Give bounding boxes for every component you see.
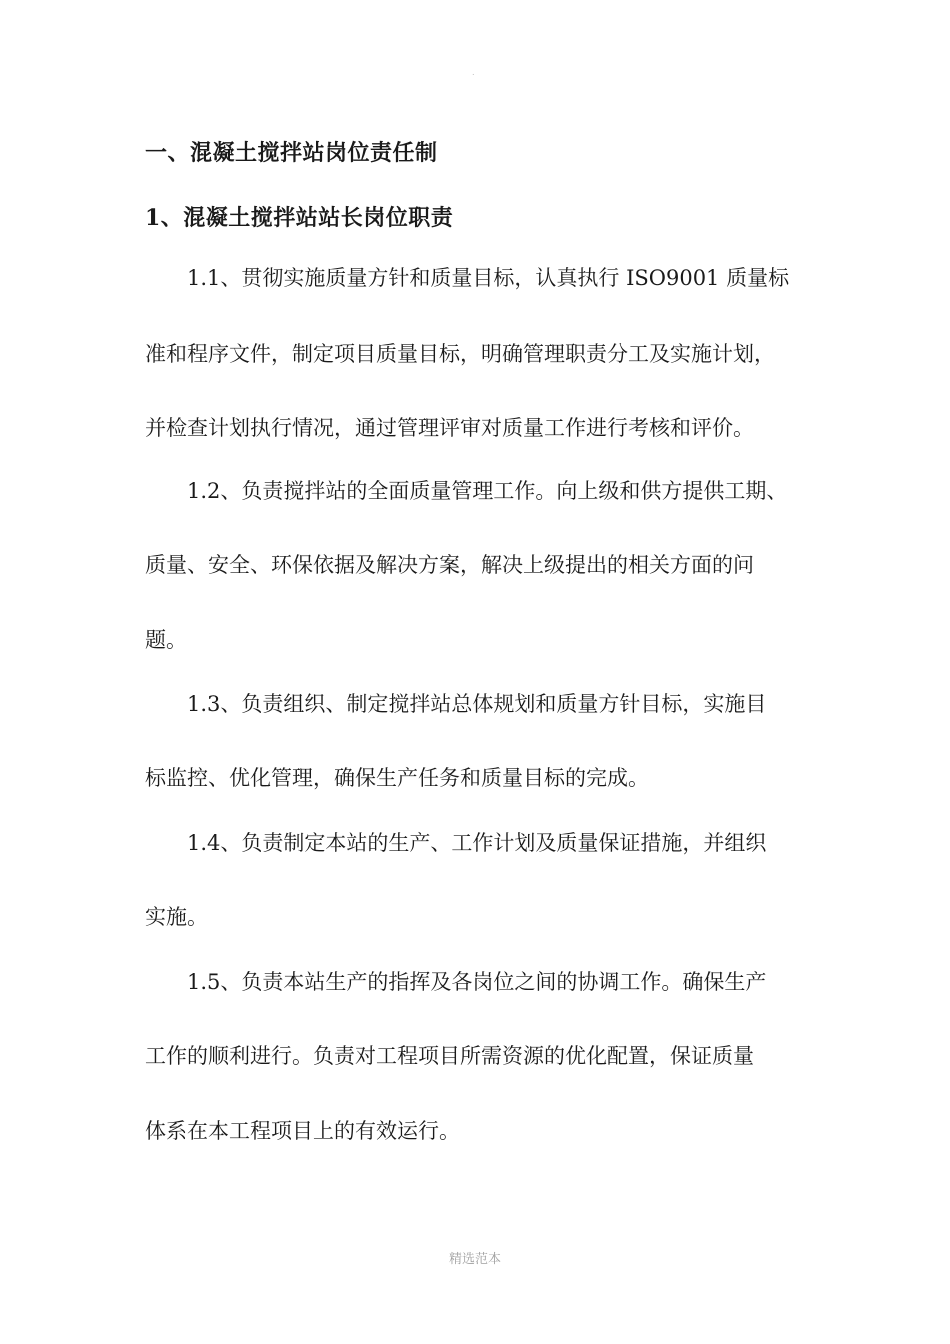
paragraph-line: 1.5、负责本站生产的指挥及各岗位之间的协调工作。确保生产: [187, 970, 767, 994]
paragraph-line: 工作的顺利进行。负责对工程项目所需资源的优化配置，保证质量: [145, 1044, 754, 1068]
paragraph-line: 实施。: [145, 905, 208, 929]
header-mark: .: [472, 68, 475, 77]
subsection-title: 1、混凝土搅拌站站长岗位职责: [145, 205, 454, 231]
section-title: 一、混凝土搅拌站岗位责任制: [145, 140, 438, 166]
footer-text: 精选范本: [448, 1252, 501, 1267]
paragraph-line: 1.3、负责组织、制定搅拌站总体规划和质量方针目标，实施目: [187, 692, 767, 716]
paragraph-line: 题。: [145, 628, 187, 652]
paragraph-line: 质量、安全、环保依据及解决方案，解决上级提出的相关方面的问: [145, 553, 754, 577]
paragraph-line: 标监控、优化管理，确保生产任务和质量目标的完成。: [145, 766, 649, 790]
paragraph-line: 准和程序文件，制定项目质量目标，明确管理职责分工及实施计划，: [145, 342, 775, 366]
paragraph-line: 1.2、负责搅拌站的全面质量管理工作。向上级和供方提供工期、: [187, 479, 788, 503]
paragraph-line: 1.4、负责制定本站的生产、工作计划及质量保证措施，并组织: [187, 831, 767, 855]
paragraph-line: 体系在本工程项目上的有效运行。: [145, 1119, 460, 1143]
paragraph-line: 并检查计划执行情况，通过管理评审对质量工作进行考核和评价。: [145, 416, 754, 440]
paragraph-line: 1.1、贯彻实施质量方针和质量目标，认真执行 ISO9001 质量标: [187, 266, 790, 290]
